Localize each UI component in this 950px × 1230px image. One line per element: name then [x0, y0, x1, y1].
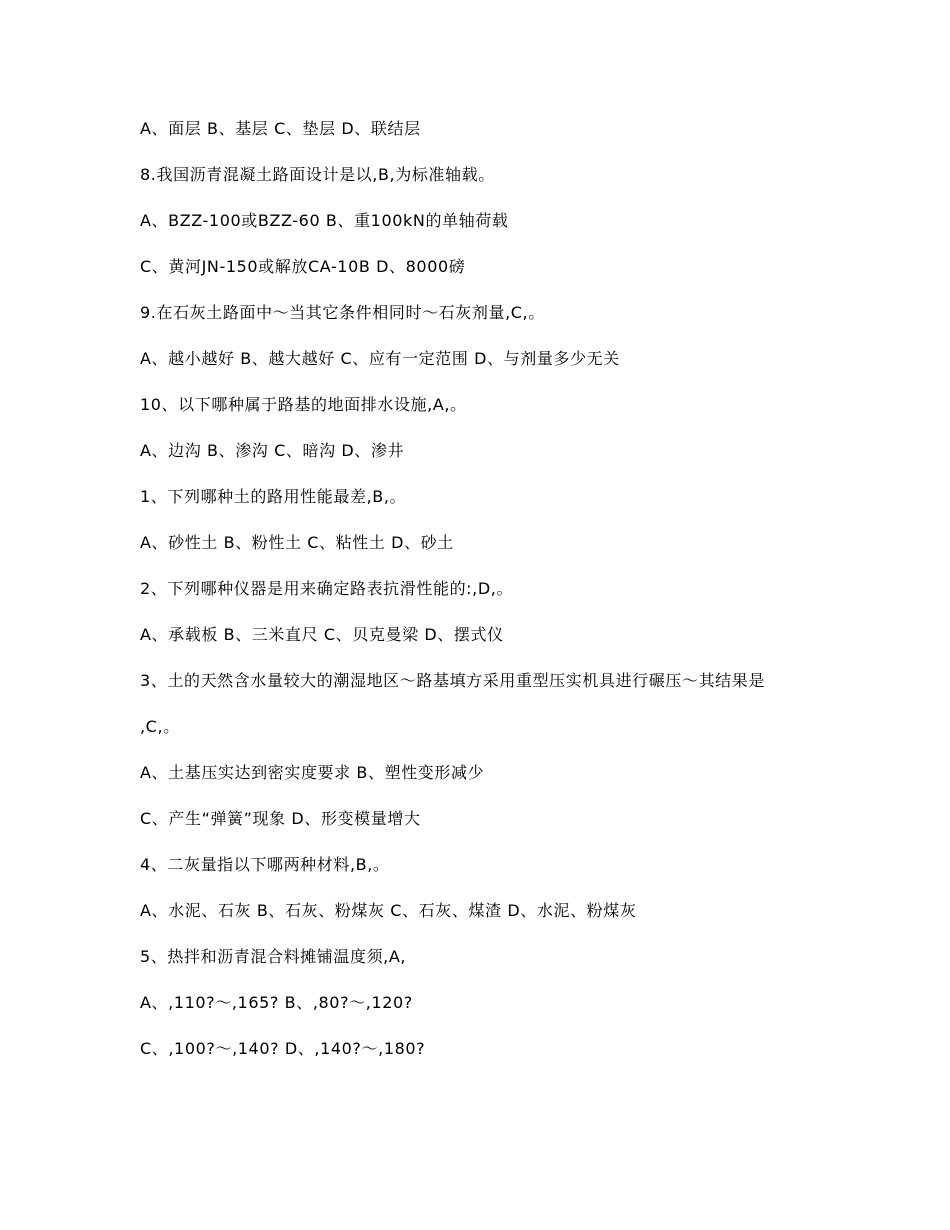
question-10: 10、以下哪种属于路基的地面排水设施,A,。 — [140, 395, 467, 414]
question-5: 5、热拌和沥青混合料摊铺温度须,A, — [140, 947, 407, 966]
question-3-answer: ,C,。 — [140, 717, 180, 736]
options-line-q10: A、边沟 B、渗沟 C、暗沟 D、渗井 — [140, 441, 405, 460]
options-line-layer: A、面层 B、基层 C、垫层 D、联结层 — [140, 119, 421, 138]
question-2: 2、下列哪种仪器是用来确定路表抗滑性能的:,D,。 — [140, 579, 514, 598]
options-line-q8-b: C、黄河JN-150或解放CA-10B D、8000磅 — [140, 257, 466, 276]
options-line-q5-a: A、,110?～,165? B、,80?～,120? — [140, 993, 413, 1012]
options-line-q4: A、水泥、石灰 B、石灰、粉煤灰 C、石灰、煤渣 D、水泥、粉煤灰 — [140, 901, 637, 920]
question-1: 1、下列哪种土的路用性能最差,B,。 — [140, 487, 407, 506]
options-line-q3-a: A、土基压实达到密实度要求 B、塑性变形减少 — [140, 763, 485, 782]
question-4: 4、二灰量指以下哪两种材料,B,。 — [140, 855, 390, 874]
options-line-q3-b: C、产生“弹簧”现象 D、形变模量增大 — [140, 809, 421, 828]
options-line-q8-a: A、BZZ-100或BZZ-60 B、重100kN的单轴荷载 — [140, 211, 509, 230]
question-8: 8.我国沥青混凝土路面设计是以,B,为标准轴载。 — [140, 165, 495, 184]
options-line-q2: A、承载板 B、三米直尺 C、贝克曼梁 D、摆式仪 — [140, 625, 504, 644]
document-body — [140, 116, 820, 1082]
options-line-q5-b: C、,100?～,140? D、,140?～,180? — [140, 1039, 426, 1058]
options-line-q9: A、越小越好 B、越大越好 C、应有一定范围 D、与剂量多少无关 — [140, 349, 620, 368]
question-9: 9.在石灰土路面中～当其它条件相同时～石灰剂量,C,。 — [140, 303, 545, 322]
options-line-q1: A、砂性土 B、粉性土 C、粘性土 D、砂土 — [140, 533, 454, 552]
question-3: 3、土的天然含水量较大的潮湿地区～路基填方采用重型压实机具进行碾压～其结果是 — [140, 671, 765, 690]
